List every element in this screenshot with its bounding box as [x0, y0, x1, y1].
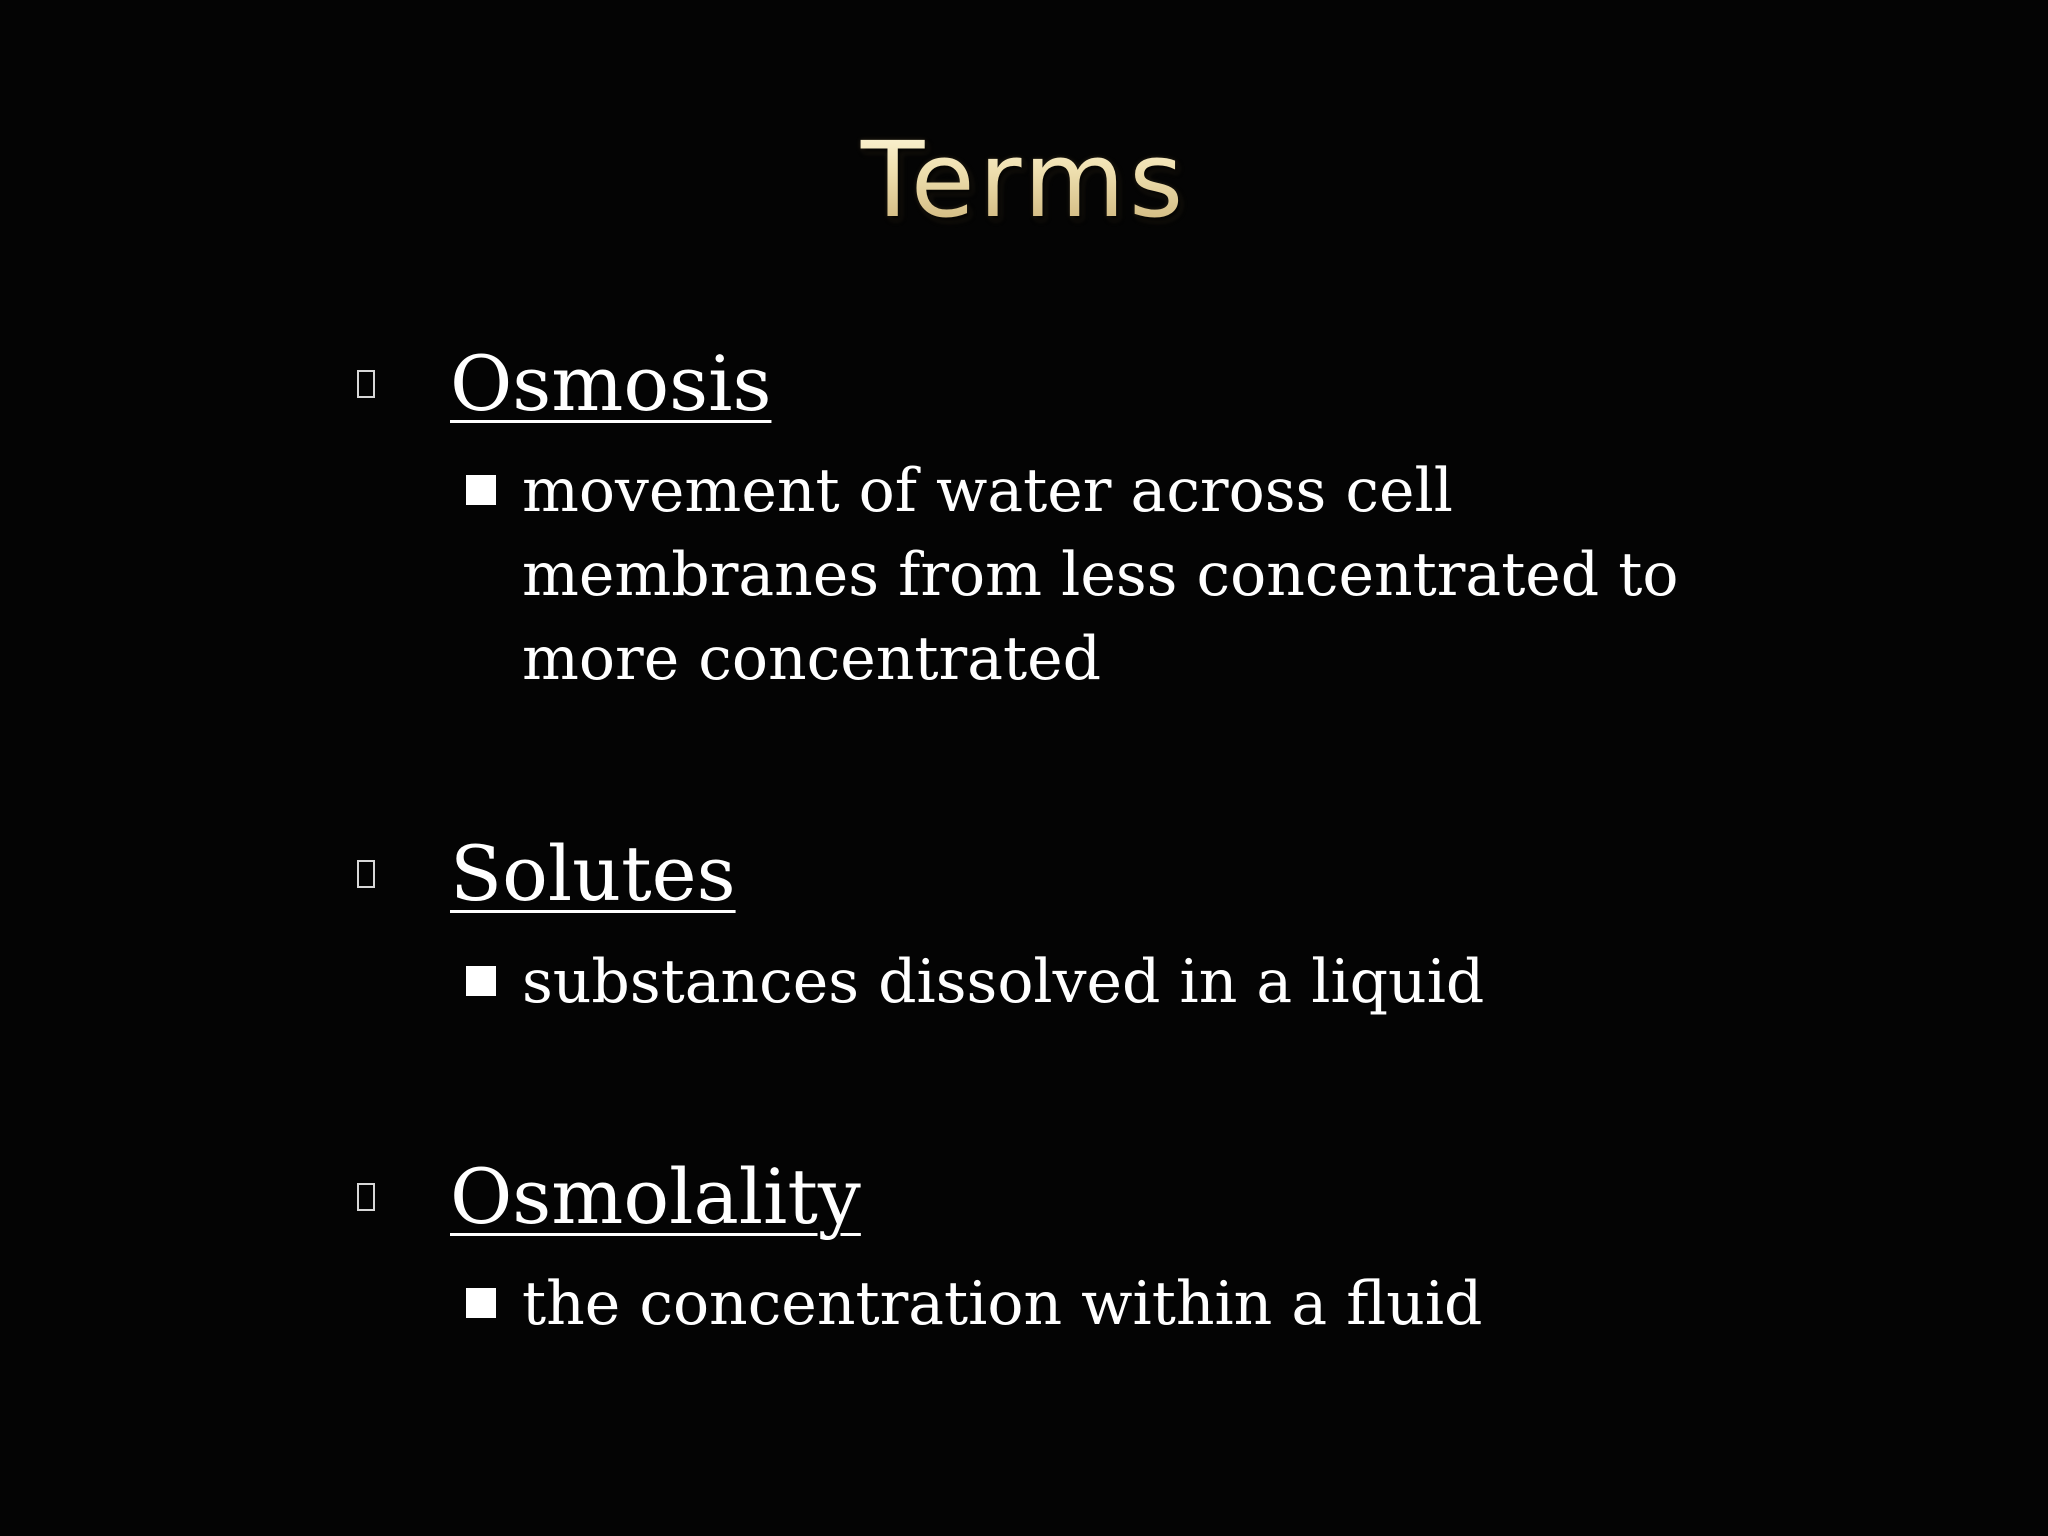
definition-line: membranes from less concentrated to — [522, 540, 1679, 610]
definition-line: more concentrated — [522, 624, 1101, 694]
definition-line: the concentration within a fluid — [522, 1269, 1483, 1339]
term-bullet-icon — [357, 1183, 375, 1211]
definition-bullet-icon — [466, 475, 496, 505]
definition-bullet-icon — [466, 1288, 496, 1318]
definition-line: movement of water across cell — [522, 456, 1453, 526]
term-solutes: Solutes — [450, 829, 736, 918]
definition-osmolality — [522, 1262, 1722, 1346]
definition-solutes — [522, 940, 1722, 1024]
term-osmosis: Osmosis — [450, 339, 772, 428]
term-bullet-icon — [357, 370, 375, 398]
term-osmolality: Osmolality — [450, 1152, 861, 1241]
term-bullet-icon — [357, 860, 375, 888]
slide-title: Terms — [0, 128, 2048, 232]
definition-osmosis — [522, 449, 1722, 701]
definition-bullet-icon — [466, 966, 496, 996]
definition-line: substances dissolved in a liquid — [522, 947, 1485, 1017]
